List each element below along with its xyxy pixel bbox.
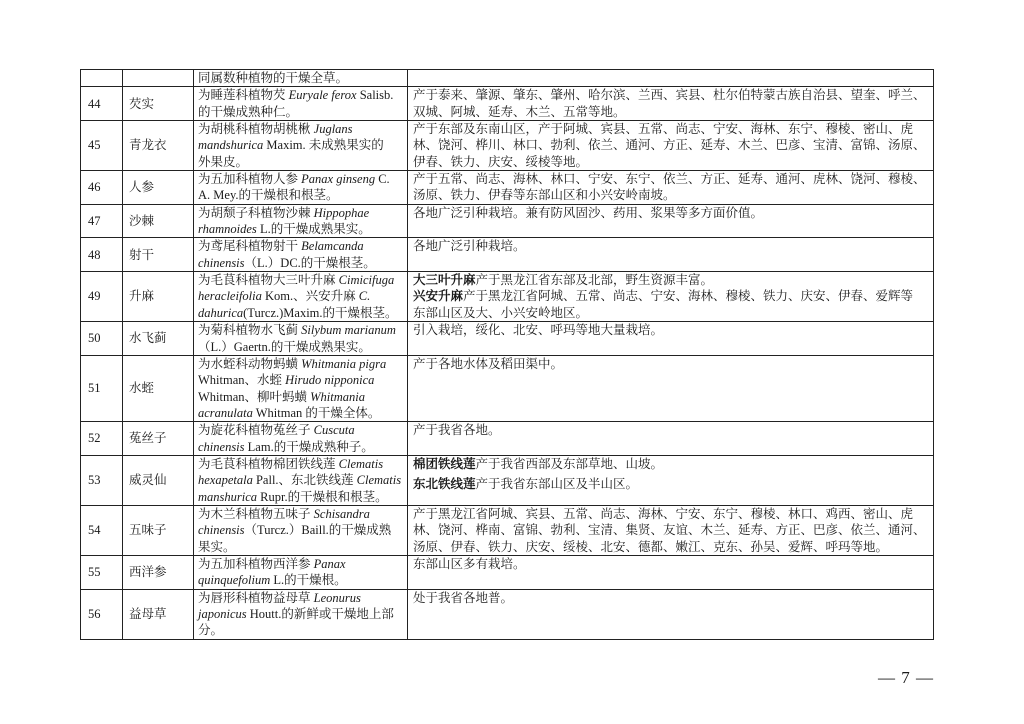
herb-name: 五味子 [123,505,194,555]
text-run: （L.）DC.的干燥根茎。 [244,255,376,270]
distribution [408,555,934,589]
latin-name: japonicus [198,607,247,621]
latin-name: Hippophae [313,205,370,220]
text-line [198,288,407,304]
latin-name: chinensis [198,523,245,538]
latin-name: Belamcanda [301,239,364,254]
table-row [81,204,934,238]
text-run: Maxim. 未成熟果实的 [263,138,384,153]
distribution [408,355,934,421]
text-line [198,456,407,472]
text-line [198,137,407,153]
herb-name: 射干 [123,238,194,272]
source-description [194,272,408,322]
species-label: 东北铁线莲 [413,477,476,492]
text-line [198,187,407,203]
latin-name: Silybum marianum [301,323,396,338]
text-run: 处于我省各地普。 [413,590,514,605]
latin-name: Leonurus [313,590,361,605]
text-run: A. Mey.的干燥根和根茎。 [198,188,339,203]
latin-name: Clematis [338,456,384,471]
latin-name: rhamnoides [198,222,257,237]
species-label: 兴安升麻 [413,289,464,304]
text-run: 的干燥成熟种仁。 [198,104,299,119]
text-run: Rupr.的干燥根和根茎。 [257,489,388,504]
species-label: 大三叶升麻 [413,273,476,288]
table-row [81,422,934,456]
row-number: 46 [81,171,123,205]
source-description [194,505,408,555]
herb-name: 益母草 [123,589,194,639]
herb-name: 青龙衣 [123,121,194,171]
text-line [198,87,407,103]
source-description [194,171,408,205]
table-row [81,121,934,171]
source-description [194,121,408,171]
latin-name: Cimicifuga [338,273,395,288]
text-run: 产于我省东部山区及半山区。 [475,477,639,492]
text-line [198,489,407,505]
latin-name: Panax [313,556,346,571]
text-run: 林、饶河、桦川、林口、勃利、依兰、通河、方正、延寿、木兰、巴彦、宝清、富锦、汤原、 [413,138,926,153]
latin-name: manshurica [198,489,258,504]
text-run: 各地广泛引种栽培。兼有防风固沙、药用、浆果等多方面价值。 [413,205,764,220]
text-run: 为鸢尾科植物射干 [198,239,302,254]
source-description [194,355,408,421]
text-line [413,422,933,438]
latin-name: mandshurica [198,138,264,153]
text-line [413,187,933,203]
text-run: 为毛茛科植物棉团铁线莲 [198,456,339,471]
text-run: Pall.、东北铁线莲 [252,473,357,488]
row-number: 48 [81,238,123,272]
distribution [408,422,934,456]
row-number [81,70,123,87]
table-row [81,70,934,87]
text-line [413,556,933,572]
source-description [194,87,408,121]
table-row [81,589,934,639]
text-line [198,70,407,86]
latin-name: Juglans [313,122,353,137]
latin-name: Euryale ferox [288,88,357,103]
row-number: 53 [81,455,123,505]
text-run: 产于黑龙江省东部及北部，野生资源丰富。 [475,273,714,288]
latin-name: chinensis [198,255,245,270]
latin-name: hexapetala [198,473,253,488]
distribution [408,589,934,639]
herb-name: 水蛭 [123,355,194,421]
text-line [413,121,933,137]
text-run: 汤原、铁力、伊春等东部山区和小兴安岭南坡。 [413,188,676,203]
latin-name: Whitmania pigra [301,356,387,371]
latin-name: Hirudo nipponica [285,373,375,388]
text-run: 同属数种植物的干燥全草。 [198,71,349,85]
latin-name: Whitmania [310,389,365,404]
text-run: 汤原、伊春、铁力、庆安、绥棱、北安、德都、嫩江、克东、孙吴、爱辉、呼玛等地。 [413,539,889,554]
source-description [194,589,408,639]
table-row [81,455,934,505]
row-number: 55 [81,555,123,589]
text-run: 伊春、铁力、庆安、绥棱等地。 [413,154,589,169]
text-line [413,356,933,372]
text-run: Whitman、水蛭 [198,373,286,388]
latin-name: Clematis [356,473,402,488]
text-run: 产于各地水体及稻田渠中。 [413,356,564,371]
text-line [413,272,933,288]
latin-name: acranulata [198,405,253,420]
text-line [198,372,407,388]
text-line [198,305,407,321]
text-run: 各地广泛引种栽培。 [413,239,526,254]
source-description [194,422,408,456]
text-run: 为唇形科植物益母草 [198,590,314,605]
herb-table-body [81,70,934,640]
source-description [194,238,408,272]
herb-name: 升麻 [123,272,194,322]
text-run: Houtt.的新鲜或干燥地上部 [246,607,394,621]
latin-name: Panax ginseng [301,172,376,187]
text-run: 产于我省各地。 [413,423,501,438]
table-row [81,171,934,205]
text-line [413,456,933,472]
text-run: Whitman、柳叶蚂蟥 [198,389,311,404]
text-line [198,405,407,421]
herb-name: 西洋参 [123,555,194,589]
text-run: 为睡莲科植物芡 [198,88,289,103]
text-run: 产于五常、尚志、海林、林口、宁安、东宁、依兰、方正、延寿、通河、虎林、饶河、穆棱、 [413,172,926,187]
herb-name: 人参 [123,171,194,205]
source-description [194,322,408,356]
text-line [198,339,407,355]
text-run: 产于我省西部及东部草地、山坡。 [475,456,664,471]
text-run: 果实。 [198,539,236,554]
text-run: 产于东部及东南山区，产于阿城、宾县、五常、尚志、宁安、海林、东宁、穆棱、密山、虎 [413,122,914,137]
distribution [408,171,934,205]
latin-name: Schisandra [313,506,370,521]
text-line [413,154,933,170]
text-line [198,472,407,488]
text-line [413,104,933,120]
table-row [81,87,934,121]
text-line [198,221,407,237]
text-line [198,522,407,538]
source-description [194,555,408,589]
text-run: C. [375,172,390,187]
text-run: 为五加科植物人参 [198,172,302,187]
table-row [81,272,934,322]
herb-name: 水飞蓟 [123,322,194,356]
text-line [413,476,933,492]
source-description [194,455,408,505]
text-run: 为胡桃科植物胡桃楸 [198,122,314,137]
text-line [413,288,933,304]
text-run: （Turcz.）Baill.的干燥成熟 [244,523,392,538]
distribution [408,272,934,322]
distribution [408,204,934,238]
text-line [198,556,407,572]
text-run: 产于黑龙江省阿城、五常、尚志、宁安、海林、穆棱、铁力、庆安、伊春、爱辉等 [463,289,914,304]
herb-name: 菟丝子 [123,422,194,456]
text-line [198,121,407,137]
text-line [198,356,407,372]
text-run: 林、饶河、桦南、富锦、勃利、宝清、集贤、友谊、木兰、延寿、方正、巴彦、依兰、通河、 [413,523,926,538]
distribution [408,70,934,87]
text-line [198,590,407,606]
herb-table [80,69,934,640]
row-number: 56 [81,589,123,639]
row-number: 45 [81,121,123,171]
row-number: 47 [81,204,123,238]
text-line [198,272,407,288]
latin-name: C. [358,289,371,304]
source-description [194,204,408,238]
herb-name: 沙棘 [123,204,194,238]
text-line [198,606,407,622]
text-line [198,506,407,522]
text-line [198,539,407,555]
text-run: (Turcz.)Maxim.的干燥根茎。 [243,305,398,320]
text-line [198,622,407,638]
text-run: 东部山区多有栽培。 [413,556,526,571]
text-run: Salisb. [356,88,394,103]
latin-name: Cuscuta [313,423,355,438]
text-line [198,422,407,438]
row-number: 51 [81,355,123,421]
text-run: 为旋花科植物菟丝子 [198,423,314,438]
distribution [408,322,934,356]
text-run: 为胡颓子科植物沙棘 [198,205,314,220]
text-line [413,506,933,522]
text-line [198,439,407,455]
text-run: （L.）Gaertn.的干燥成熟果实。 [198,339,371,354]
text-line [413,238,933,254]
text-run: 产于黑龙江省阿城、宾县、五常、尚志、海林、宁安、东宁、穆棱、林口、鸡西、密山、虎 [413,506,914,521]
text-line [198,322,407,338]
text-line [413,590,933,606]
text-line [198,572,407,588]
text-line [198,255,407,271]
table-row [81,322,934,356]
text-line [413,87,933,103]
text-run: 引入栽培，绥化、北安、呼玛等地大量栽培。 [413,323,664,338]
table-row [81,555,934,589]
text-line [413,205,933,221]
text-run: L.的干燥成熟果实。 [256,222,371,237]
latin-name: dahurica [198,305,244,320]
text-run: L.的干燥根。 [270,573,347,588]
text-line [198,104,407,120]
herb-name: 威灵仙 [123,455,194,505]
distribution [408,87,934,121]
text-run: 分。 [198,623,224,638]
text-run: 为毛茛科植物大三叶升麻 [198,273,339,288]
row-number: 52 [81,422,123,456]
table-row [81,505,934,555]
row-number: 50 [81,322,123,356]
source-description [194,70,408,87]
text-run: Lam.的干燥成熟种子。 [244,439,374,454]
text-line [198,171,407,187]
distribution [408,238,934,272]
text-line [198,205,407,221]
row-number: 44 [81,87,123,121]
text-run: 为五加科植物西洋参 [198,556,314,571]
text-run: Whitman 的干燥全体。 [252,405,381,420]
herb-name [123,70,194,87]
text-run: 为水蛭科动物蚂蟥 [198,356,302,371]
table-row [81,238,934,272]
text-run: 为木兰科植物五味子 [198,506,314,521]
text-line [198,238,407,254]
text-line [198,389,407,405]
text-line [413,137,933,153]
table-row [81,355,934,421]
distribution [408,505,934,555]
text-run: 为菊科植物水飞蓟 [198,323,302,338]
text-line [413,305,933,321]
text-line [413,522,933,538]
text-run: 东部山区及大、小兴安岭地区。 [413,305,589,320]
text-line [198,154,407,170]
distribution [408,121,934,171]
text-run: 产于泰来、肇源、肇东、肇州、哈尔滨、兰西、宾县、杜尔伯特蒙古族自治县、望奎、呼兰、 [413,88,926,103]
latin-name: chinensis [198,439,245,454]
row-number: 54 [81,505,123,555]
row-number: 49 [81,272,123,322]
herb-name: 芡实 [123,87,194,121]
text-line [413,539,933,555]
page-number: — 7 — [878,668,934,687]
text-line [413,171,933,187]
text-line [413,322,933,338]
latin-name: heracleifolia [198,289,262,304]
text-run: 外果皮。 [198,154,249,169]
species-label: 棉团铁线莲 [413,456,476,471]
latin-name: quinquefolium [198,573,271,588]
text-run: 双城、阿城、延寿、木兰、五常等地。 [413,104,626,119]
text-run: Kom.、兴安升麻 [261,289,359,304]
distribution [408,455,934,505]
